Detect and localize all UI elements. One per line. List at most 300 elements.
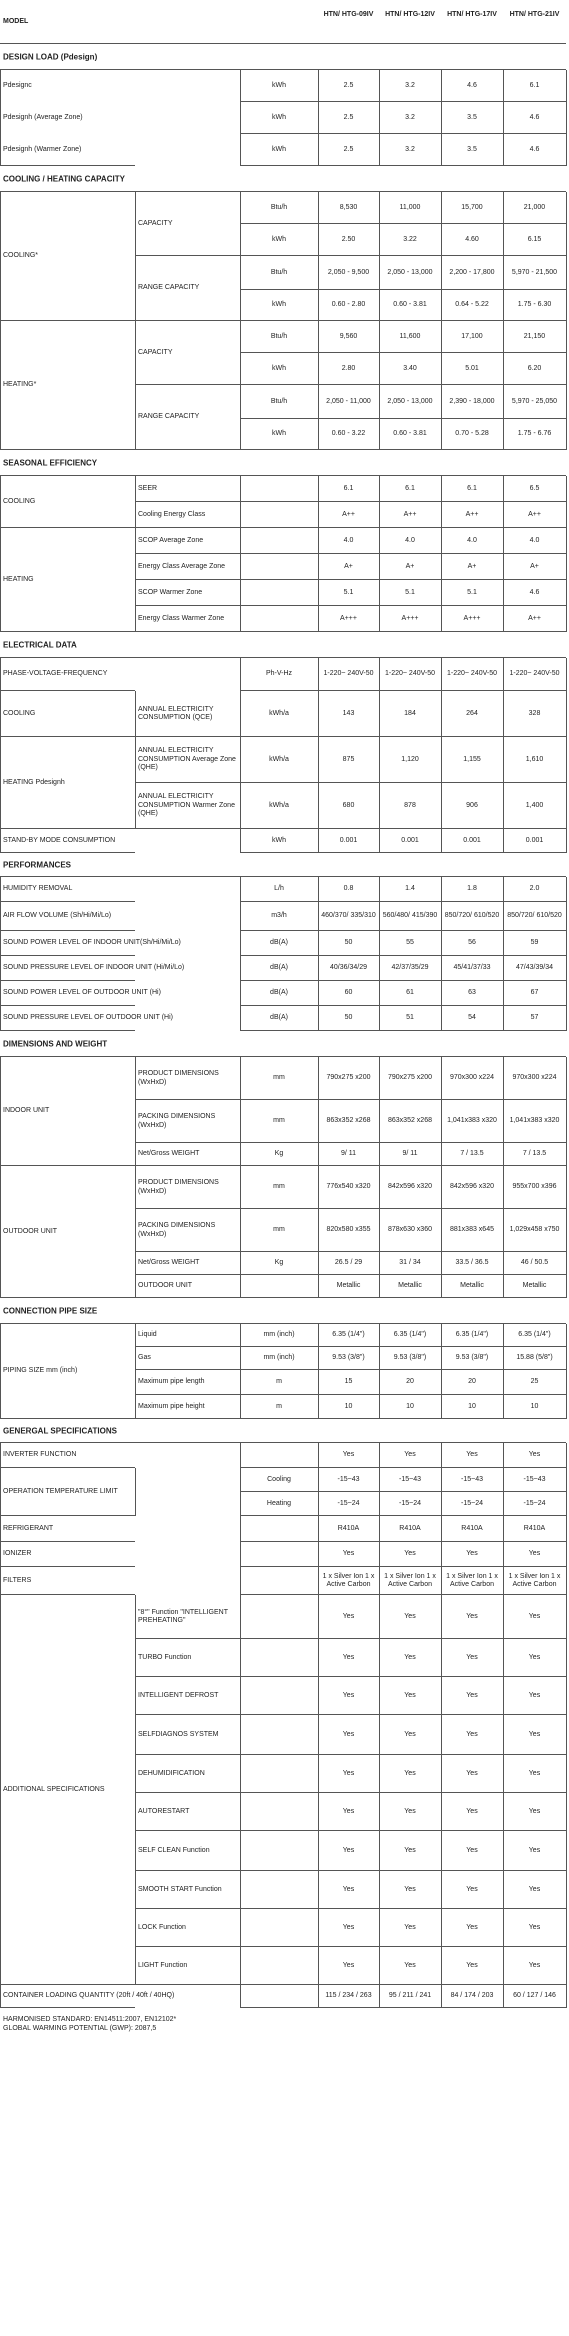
rule	[566, 1275, 567, 1298]
rule	[379, 1143, 380, 1166]
rule	[441, 931, 442, 956]
value-cell-text: A++	[403, 510, 417, 518]
section-title-text: COOLING / HEATING CAPACITY	[3, 174, 125, 184]
rule	[318, 476, 319, 502]
model-name: HTN/ HTG-21IV	[509, 11, 560, 18]
rule	[441, 981, 442, 1006]
row-group-label-text: INVERTER FUNCTION	[3, 1451, 77, 1459]
unit-cell	[240, 192, 318, 224]
value-cell	[505, 606, 564, 632]
rule	[503, 1370, 504, 1395]
unit-cell	[240, 256, 318, 290]
row-group-label	[3, 877, 237, 902]
row-label-text: Net/Gross WEIGHT	[138, 1259, 200, 1267]
unit-cell	[240, 1143, 318, 1166]
rule	[503, 1831, 504, 1871]
value-cell-text: 1 x Silver Ion 1 x Active Carbon	[508, 1572, 561, 1588]
unit-cell	[240, 1166, 318, 1209]
rule	[566, 476, 567, 502]
value-cell-text: 1.4	[405, 885, 415, 893]
rule	[441, 877, 442, 902]
rule	[318, 224, 319, 256]
rule	[379, 1100, 380, 1143]
rule	[318, 1793, 319, 1831]
value-cell	[320, 1567, 377, 1595]
rule	[240, 1370, 241, 1395]
value-cell-text: 4.0	[529, 536, 540, 544]
value-cell	[381, 192, 439, 224]
row-label-text: LIGHT Function	[138, 1961, 188, 1969]
value-cell-text: 40/36/34/29	[330, 964, 367, 972]
row-label	[138, 1209, 237, 1252]
value-cell-text: Yes	[404, 1451, 416, 1459]
value-cell	[320, 224, 377, 256]
value-cell	[443, 502, 501, 528]
value-cell	[381, 1715, 439, 1755]
rule	[503, 1516, 504, 1542]
value-cell	[443, 1677, 501, 1715]
value-cell	[320, 419, 377, 450]
row-group-label-text: HUMIDITY REMOVAL	[3, 885, 73, 893]
rule	[503, 70, 504, 102]
rule	[566, 1006, 567, 1031]
value-cell-text: 5,970 - 21,500	[511, 268, 558, 276]
value-cell-text: 1,041x383 x320	[447, 1117, 497, 1125]
row-group-label-text: SOUND POWER LEVEL OF INDOOR UNIT(Sh/Hi/Mi/Lo)	[3, 939, 181, 947]
unit-cell-text: kWh	[272, 235, 286, 243]
row-label-text: SELFDIAGNOS SYSTEM	[138, 1730, 219, 1738]
value-cell-text: 0.70 - 5.28	[455, 430, 489, 438]
rule	[566, 1100, 567, 1143]
rule	[566, 1715, 567, 1755]
rule	[566, 419, 567, 450]
rule	[566, 658, 567, 691]
value-cell-text: -15~24	[523, 1499, 546, 1507]
value-cell-text: 875	[342, 755, 355, 763]
rule	[503, 1209, 504, 1252]
value-cell	[505, 1275, 564, 1298]
row-label	[138, 1347, 237, 1370]
value-cell	[505, 1542, 564, 1567]
value-cell	[505, 419, 564, 450]
value-cell	[320, 1370, 377, 1395]
rule	[318, 1395, 319, 1419]
row-label	[138, 1057, 237, 1100]
rule	[503, 419, 504, 450]
row-group-label-text: CONTAINER LOADING QUANTITY (20ft / 40ft / 40HQ)	[3, 1992, 175, 2000]
row-group-label-text: SOUND PRESSURE LEVEL OF INDOOR UNIT (Hi/Mi/Lo)	[3, 964, 185, 972]
rule	[0, 192, 1, 450]
model-header	[318, 10, 379, 20]
rule	[240, 1947, 241, 1985]
rule	[441, 1793, 442, 1831]
value-cell-text: -15~24	[337, 1499, 360, 1507]
value-cell-text: R410A	[399, 1524, 421, 1532]
rule	[441, 102, 442, 134]
rule	[379, 385, 380, 419]
model-header	[503, 10, 566, 20]
rule	[566, 1324, 567, 1347]
rule	[503, 554, 504, 580]
rule	[503, 956, 504, 981]
rule	[566, 1909, 567, 1947]
rule	[503, 1639, 504, 1677]
rule	[240, 1209, 241, 1252]
value-cell-text: 50	[344, 1014, 353, 1022]
value-cell-text: 1-220~ 240V-50	[509, 670, 560, 678]
value-cell-text: 33.5 / 36.5	[455, 1259, 489, 1267]
value-cell-text: 7 / 13.5	[522, 1150, 547, 1158]
value-cell	[443, 1985, 501, 2008]
row-label	[138, 1909, 237, 1947]
rule	[441, 554, 442, 580]
value-cell	[381, 1143, 439, 1166]
rule	[566, 1516, 567, 1542]
rule	[318, 102, 319, 134]
unit-cell-text: kWh	[272, 145, 286, 153]
rule	[503, 1166, 504, 1209]
value-cell	[320, 290, 377, 321]
value-cell	[320, 1252, 377, 1275]
rule	[240, 1516, 241, 1542]
rule	[379, 353, 380, 385]
value-cell	[320, 1275, 377, 1298]
rule	[240, 102, 241, 134]
rule	[503, 691, 504, 737]
value-cell-text: 0.60 - 3.81	[393, 430, 427, 438]
rule	[441, 70, 442, 102]
row-label	[138, 1370, 237, 1395]
rule	[503, 658, 504, 691]
rule	[379, 1542, 380, 1567]
value-cell	[320, 1209, 377, 1252]
value-cell-text: 4.0	[467, 536, 477, 544]
row-label-text: ANNUAL ELECTRICITY CONSUMPTION Average Zone (QHE)	[138, 747, 236, 772]
value-cell	[443, 1370, 501, 1395]
rule	[240, 829, 241, 853]
rule	[441, 1370, 442, 1395]
value-cell	[443, 1006, 501, 1031]
unit-cell-text: Kg	[274, 1259, 284, 1267]
unit-cell-text: Cooling	[267, 1475, 291, 1483]
rule	[441, 1006, 442, 1031]
value-cell-text: 115 / 234 / 263	[325, 1992, 372, 2000]
row-label	[138, 502, 237, 528]
rule	[379, 70, 380, 102]
value-cell-text: Yes	[342, 1550, 355, 1558]
rule	[240, 1395, 241, 1419]
unit-cell-text: dB(A)	[270, 939, 288, 947]
value-cell-text: Yes	[404, 1885, 416, 1893]
value-cell	[443, 1395, 501, 1419]
rule	[240, 321, 241, 353]
rule	[240, 528, 241, 554]
value-cell-text: Yes	[466, 1730, 478, 1738]
value-cell-text: 0.001	[401, 836, 419, 844]
rule	[566, 528, 567, 554]
value-cell-text: Yes	[404, 1653, 416, 1661]
row-group-label	[3, 528, 132, 632]
unit-cell-text: m	[276, 1378, 282, 1386]
rule	[503, 1542, 504, 1567]
row-label	[138, 1677, 237, 1715]
row-label	[138, 1793, 237, 1831]
row-group-label	[3, 956, 237, 981]
value-cell-text: 6.35 (1/4")	[518, 1331, 551, 1339]
value-cell	[505, 1567, 564, 1595]
rule	[318, 192, 319, 224]
value-cell	[320, 691, 377, 737]
value-cell-text: A++	[528, 614, 541, 622]
rule	[566, 134, 567, 166]
value-cell-text: Yes	[528, 1961, 541, 1969]
value-cell-text: 21,000	[523, 203, 546, 211]
rule	[318, 290, 319, 321]
value-cell-text: 4.6	[529, 588, 540, 596]
value-cell	[443, 1871, 501, 1909]
rule	[379, 737, 380, 783]
rule	[0, 2007, 135, 2008]
rule	[379, 829, 380, 853]
rule	[318, 981, 319, 1006]
value-cell-text: 3.5	[467, 113, 477, 121]
value-cell	[381, 1252, 439, 1275]
rule	[240, 1871, 241, 1909]
value-cell	[505, 956, 564, 981]
rule	[379, 134, 380, 166]
value-cell-text: 4.6	[467, 81, 477, 89]
value-cell	[505, 1793, 564, 1831]
value-cell	[505, 658, 564, 691]
value-cell-text: 3.2	[405, 113, 415, 121]
unit-cell	[240, 737, 318, 783]
rule	[240, 554, 241, 580]
rule	[441, 1677, 442, 1715]
rule	[379, 902, 380, 931]
unit-cell-text: kWh	[272, 836, 286, 844]
rule	[566, 902, 567, 931]
row-label-text: RANGE CAPACITY	[138, 284, 200, 292]
rule	[566, 385, 567, 419]
value-cell-text: 1-220~ 240V-50	[384, 670, 435, 678]
value-cell-text: 1.75 - 6.30	[517, 301, 552, 309]
value-cell	[505, 1639, 564, 1677]
unit-cell	[240, 102, 318, 134]
row-label-text: Gas	[138, 1354, 151, 1362]
rule	[566, 321, 567, 353]
row-label	[138, 1755, 237, 1793]
row-label	[138, 476, 237, 502]
value-cell-text: 2.5	[343, 81, 354, 89]
rule	[441, 419, 442, 450]
value-cell	[320, 902, 377, 931]
rule	[503, 1985, 504, 2008]
value-cell	[320, 1143, 377, 1166]
value-cell	[381, 737, 439, 783]
value-cell	[381, 1516, 439, 1542]
value-cell-text: 1,400	[525, 801, 544, 809]
row-label	[138, 1947, 237, 1985]
unit-cell	[240, 1468, 318, 1492]
rule	[318, 1595, 319, 1639]
value-cell-text: A+	[344, 562, 353, 570]
row-label	[3, 134, 237, 166]
section-title	[0, 166, 569, 192]
value-cell-text: 11,000	[399, 203, 421, 211]
value-cell	[381, 1567, 439, 1595]
value-cell-text: 11,600	[399, 332, 421, 340]
rule	[566, 192, 567, 224]
rule	[379, 1677, 380, 1715]
value-cell	[381, 385, 439, 419]
row-group-label	[3, 1006, 237, 1031]
row-group-label	[3, 1324, 132, 1419]
rule	[441, 1324, 442, 1347]
row-label-text: Maximum pipe length	[138, 1378, 205, 1386]
value-cell	[443, 385, 501, 419]
rule	[566, 829, 567, 853]
rule	[318, 902, 319, 931]
value-cell	[320, 256, 377, 290]
rule	[379, 1324, 380, 1347]
value-cell-text: Yes	[466, 1653, 478, 1661]
row-label	[138, 1166, 237, 1209]
rule	[135, 476, 136, 528]
value-cell	[443, 783, 501, 829]
value-cell	[381, 321, 439, 353]
unit-cell-text: Btu/h	[270, 397, 288, 405]
value-cell	[320, 1542, 377, 1567]
rule	[240, 2007, 566, 2008]
row-group-label-text: IONIZER	[3, 1550, 32, 1558]
section-title	[0, 450, 569, 476]
value-cell-text: Yes	[466, 1691, 478, 1699]
value-cell-text: Yes	[528, 1769, 541, 1777]
rule	[379, 419, 380, 450]
section-title-text: CONNECTION PIPE SIZE	[3, 1306, 98, 1316]
value-cell-text: Yes	[466, 1550, 478, 1558]
rule	[379, 981, 380, 1006]
rule	[240, 1755, 241, 1793]
unit-cell	[240, 419, 318, 450]
rule	[566, 1871, 567, 1909]
rule	[503, 1492, 504, 1516]
row-group-label	[3, 981, 237, 1006]
value-cell	[381, 1057, 439, 1100]
rule	[379, 956, 380, 981]
rule	[240, 1909, 241, 1947]
row-group-label-text: SOUND POWER LEVEL OF OUTDOOR UNIT (Hi)	[3, 989, 161, 997]
rule	[318, 1347, 319, 1370]
value-cell	[381, 931, 439, 956]
rule	[135, 1595, 136, 1985]
value-cell-text: 63	[468, 989, 476, 997]
value-cell	[443, 1468, 501, 1492]
rule	[379, 1057, 380, 1100]
value-cell-text: 820x580 x355	[326, 1226, 371, 1234]
rule	[240, 476, 241, 502]
value-cell-text: 850/720/ 610/520	[444, 912, 500, 920]
rule	[240, 1347, 241, 1370]
value-cell	[320, 502, 377, 528]
rule	[503, 1871, 504, 1909]
value-cell	[381, 1595, 439, 1639]
value-cell	[320, 385, 377, 419]
rule	[503, 580, 504, 606]
row-label	[138, 1324, 237, 1347]
row-group-label	[3, 1057, 132, 1166]
row-group-label-text: STAND-BY MODE CONSUMPTION	[3, 836, 116, 844]
rule	[240, 931, 241, 956]
value-cell	[443, 737, 501, 783]
value-cell-text: 6.5	[529, 484, 540, 492]
value-cell-text: Yes	[528, 1730, 541, 1738]
rule	[503, 385, 504, 419]
rule	[503, 1595, 504, 1639]
row-label	[138, 1639, 237, 1677]
rule	[441, 829, 442, 853]
unit-cell	[240, 353, 318, 385]
value-cell-text: 970x300 x224	[450, 1074, 494, 1082]
value-cell	[505, 931, 564, 956]
rule	[318, 956, 319, 981]
row-label-text: RANGE CAPACITY	[138, 413, 200, 421]
row-label-text: Cooling Energy Class	[138, 510, 206, 518]
rule	[379, 1370, 380, 1395]
unit-cell	[240, 691, 318, 737]
rule	[318, 1252, 319, 1275]
rule	[318, 1006, 319, 1031]
value-cell	[443, 1639, 501, 1677]
value-cell-text: 25	[530, 1378, 539, 1386]
value-cell-text: Yes	[342, 1807, 355, 1815]
rule	[318, 1057, 319, 1100]
value-cell	[381, 691, 439, 737]
rule	[566, 691, 567, 737]
row-label	[138, 1143, 237, 1166]
value-cell	[443, 931, 501, 956]
value-cell-text: 47/43/39/34	[516, 964, 553, 972]
rule	[441, 1468, 442, 1492]
rule	[379, 1516, 380, 1542]
value-cell	[381, 1793, 439, 1831]
value-cell	[505, 691, 564, 737]
value-cell	[320, 737, 377, 783]
value-cell	[320, 192, 377, 224]
value-cell-text: 59	[530, 939, 539, 947]
value-cell	[381, 102, 439, 134]
rule	[441, 737, 442, 783]
value-cell-text: 10	[344, 1402, 353, 1410]
rule	[441, 691, 442, 737]
row-label-text: Pdesignh (Warmer Zone)	[3, 145, 82, 153]
rule	[379, 256, 380, 290]
rule	[318, 1567, 319, 1595]
value-cell-text: Yes	[342, 1846, 355, 1854]
value-cell-text: 2,050 - 13,000	[387, 397, 433, 405]
rule	[379, 1347, 380, 1370]
value-cell	[381, 224, 439, 256]
rule	[441, 1275, 442, 1298]
row-label-text: SMOOTH START Function	[138, 1885, 222, 1893]
unit-cell-text: kWh	[272, 301, 286, 309]
rule	[441, 1755, 442, 1793]
value-cell	[320, 1324, 377, 1347]
rule	[318, 1143, 319, 1166]
value-cell-text: 7 / 13.5	[460, 1150, 484, 1158]
value-cell-text: Yes	[466, 1885, 478, 1893]
rule	[379, 877, 380, 902]
